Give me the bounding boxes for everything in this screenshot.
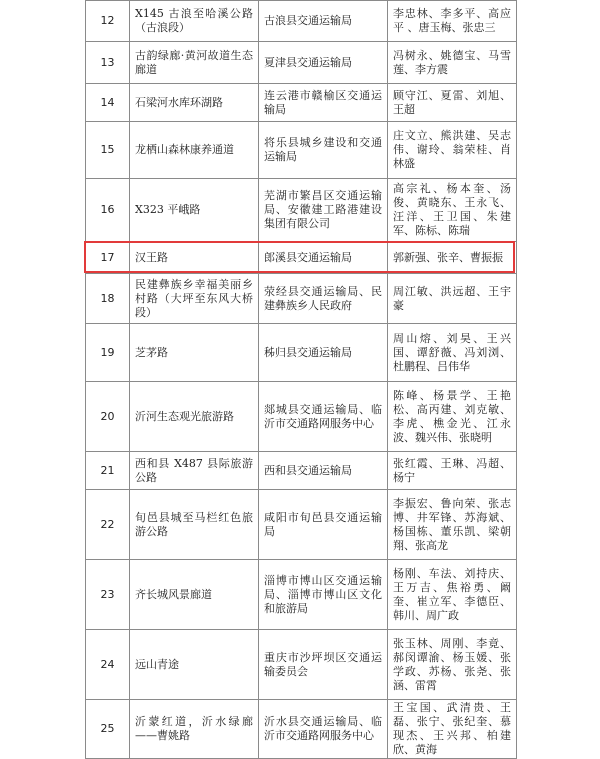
- road-name: 古韵绿廊·黄河故道生态廊道: [130, 42, 259, 84]
- row-number: 14: [86, 84, 130, 122]
- personnel: 高宗礼、杨本奎、汤俊、黄晓东、王永飞、汪洋、王卫国、朱建军、陈标、陈瑞: [388, 179, 517, 242]
- row-number: 21: [86, 452, 130, 490]
- responsible-unit: 将乐县城乡建设和交通运输局: [259, 122, 388, 179]
- table-row: [86, 630, 517, 700]
- road-name: 汉王路: [130, 242, 259, 274]
- personnel: 顾守江、夏雷、刘旭、王超: [388, 84, 517, 122]
- road-name: 石梁河水库环湖路: [130, 84, 259, 122]
- row-number: 23: [86, 560, 130, 630]
- responsible-unit: 荥经县交通运输局、民建彝族乡人民政府: [259, 274, 388, 324]
- personnel: 庄文立、熊洪建、吴志伟、谢玲、翁荣桂、肖林盛: [388, 122, 517, 179]
- road-name: 芝茅路: [130, 324, 259, 382]
- road-name: X323 平峨路: [130, 179, 259, 242]
- road-name: 西和县 X487 县际旅游公路: [130, 452, 259, 490]
- personnel: 杨刚、车法、刘持庆、王万吉、焦裕勇、阚奎、崔立军、李德臣、韩川、周广政: [388, 560, 517, 630]
- row-number: 20: [86, 382, 130, 452]
- responsible-unit: 连云港市赣榆区交通运输局: [259, 84, 388, 122]
- row-number: 22: [86, 490, 130, 560]
- personnel: 李忠林、李多平、高应平 、唐玉梅、张忠三: [388, 1, 517, 42]
- table-row: [86, 324, 517, 382]
- responsible-unit: 重庆市沙坪坝区交通运输委员会: [259, 630, 388, 700]
- table-row: [86, 382, 517, 452]
- responsible-unit: 西和县交通运输局: [259, 452, 388, 490]
- table-row: [86, 179, 517, 242]
- road-name: 远山青途: [130, 630, 259, 700]
- responsible-unit: 古浪县交通运输局: [259, 1, 388, 42]
- table-row: [86, 84, 517, 122]
- responsible-unit: 夏津县交通运输局: [259, 42, 388, 84]
- table-row: [86, 42, 517, 84]
- responsible-unit: 郎溪县交通运输局: [259, 242, 388, 274]
- row-number: 15: [86, 122, 130, 179]
- personnel: 冯树永、姚德宝、马雪莲、李方震: [388, 42, 517, 84]
- personnel: 张玉林、周刚、李竟、郝闵谭渝、杨玉媛、张学政、苏杨、张尧、张涵、雷霄: [388, 630, 517, 700]
- responsible-unit: 芜湖市繁昌区交通运输局、安徽建工路港建设集团有限公司: [259, 179, 388, 242]
- responsible-unit: 秭归县交通运输局: [259, 324, 388, 382]
- responsible-unit: 郯城县交通运输局、临沂市交通路网服务中心: [259, 382, 388, 452]
- personnel: 张红霞、王琳、冯超、杨宁: [388, 452, 517, 490]
- row-number: 17: [86, 242, 130, 274]
- road-name: 齐长城风景廊道: [130, 560, 259, 630]
- table-row: [86, 560, 517, 630]
- row-number: 12: [86, 1, 130, 42]
- table-row-highlighted: [86, 242, 517, 274]
- road-name: 民建彝族乡幸福美丽乡村路（大坪至东风大桥段）: [130, 274, 259, 324]
- responsible-unit: 咸阳市旬邑县交通运输局: [259, 490, 388, 560]
- personnel: 李振宏、鲁向荣、张志博、井军锋、苏海斌、杨国栋、董乐凯、梁朝翔、张高龙: [388, 490, 517, 560]
- personnel: 周江敏、洪远超、王宇豪: [388, 274, 517, 324]
- responsible-unit: 淄博市博山区交通运输局、淄博市博山区文化和旅游局: [259, 560, 388, 630]
- road-name: 沂蒙红道，沂水绿廊——曹姚路: [130, 700, 259, 759]
- row-number: 13: [86, 42, 130, 84]
- row-number: 18: [86, 274, 130, 324]
- award-list-table: [85, 0, 517, 759]
- road-name: X145 古浪至哈溪公路（古浪段）: [130, 1, 259, 42]
- table-row: [86, 274, 517, 324]
- row-number: 16: [86, 179, 130, 242]
- personnel: 王宝国、武清贵、王磊、张宁、张纪奎、慕现杰、王兴邦、柏建欣、黄海: [388, 700, 517, 759]
- table-row: [86, 452, 517, 490]
- responsible-unit: 沂水县交通运输局、临沂市交通路网服务中心: [259, 700, 388, 759]
- table-row: [86, 122, 517, 179]
- row-number: 25: [86, 700, 130, 759]
- personnel: 郭新强、张辛、曹振振: [388, 242, 517, 274]
- row-number: 24: [86, 630, 130, 700]
- road-name: 沂河生态观光旅游路: [130, 382, 259, 452]
- table-row: [86, 1, 517, 42]
- road-name: 龙栖山森林康养通道: [130, 122, 259, 179]
- table-row: [86, 700, 517, 759]
- road-name: 旬邑县城至马栏红色旅游公路: [130, 490, 259, 560]
- personnel: 周山熔、刘昊、王兴国、谭舒薇、冯刘浏、杜鹏程、吕伟华: [388, 324, 517, 382]
- personnel: 陈峰、杨景学、王艳松、高丙建、刘克敏、李虎、樵金光、江永波、魏兴伟、张晓明: [388, 382, 517, 452]
- table-row: [86, 490, 517, 560]
- row-number: 19: [86, 324, 130, 382]
